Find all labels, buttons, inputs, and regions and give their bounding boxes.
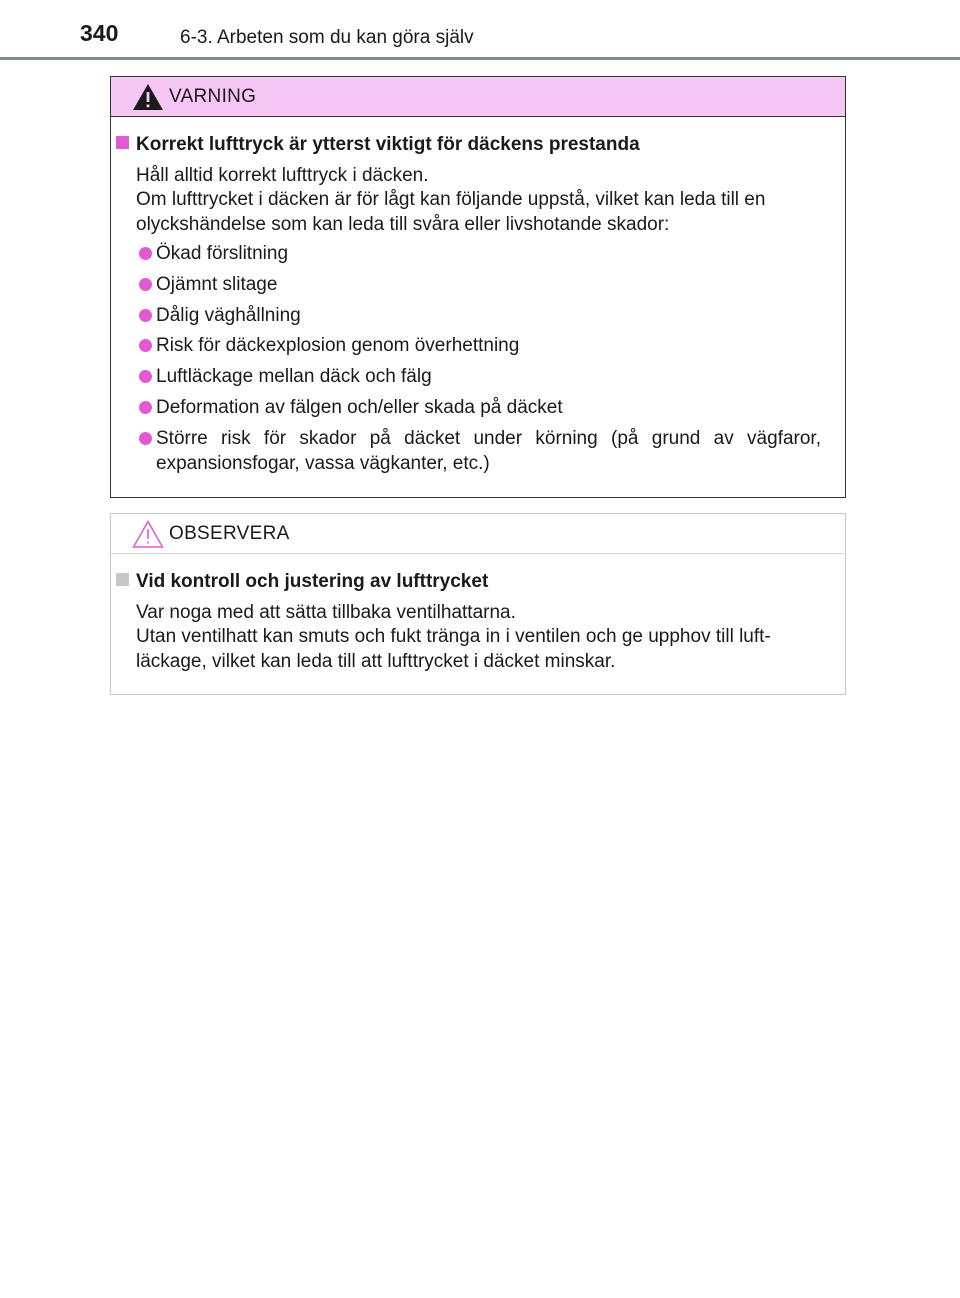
warning-bullet: Ökad förslitning (139, 241, 839, 266)
bullet-dot-icon (139, 370, 152, 383)
notice-paragraph-2: Utan ventilhatt kan smuts och fukt tränga in i ventilen och ge upphov till luft-läckage, vilket kan leda till att lufttrycket i däcket minskar. (136, 626, 771, 672)
square-bullet-icon (116, 136, 129, 149)
bullet-dot-icon (139, 401, 152, 414)
bullet-dot-icon (139, 247, 152, 260)
notice-paragraph-1: Var noga med att sätta tillbaka ventilhattarna. (136, 602, 516, 623)
warning-bullet: Luftläckage mellan däck och fälg (139, 364, 839, 389)
bullet-dot-icon (139, 339, 152, 352)
bullet-dot-icon (139, 278, 152, 291)
warning-paragraph-2: Om lufttrycket i däcken är för lågt kan följande uppstå, vilket kan leda till en olyckshändelse som kan leda till svåra eller livshotande skador: (136, 189, 766, 235)
warning-label: VARNING (169, 86, 257, 107)
page-header (0, 0, 960, 62)
warning-header (111, 77, 845, 117)
header-divider (0, 57, 960, 60)
notice-header (111, 514, 845, 554)
notice-label: OBSERVERA (169, 523, 290, 544)
warning-triangle-icon (131, 82, 165, 112)
warning-bullet: Risk för däckexplosion genom överhettning (139, 333, 839, 358)
notice-box (110, 513, 846, 695)
warning-bullet: Dålig väghållning (139, 303, 839, 328)
bullet-dot-icon (139, 432, 152, 445)
warning-item-title: Korrekt lufttryck är ytterst viktigt för däckens prestanda (116, 134, 640, 156)
notice-item-title: Vid kontroll och justering av lufttrycket (116, 571, 488, 593)
warning-paragraph-1: Håll alltid korrekt lufttryck i däcken. (136, 165, 429, 186)
warning-bullet: Ojämnt slitage (139, 272, 839, 297)
bullet-dot-icon (139, 309, 152, 322)
warning-box (110, 76, 846, 498)
caution-triangle-outline-icon (131, 519, 165, 549)
section-title: 6-3. Arbeten som du kan göra själv (180, 27, 474, 48)
warning-bullet: Deformation av fälgen och/eller skada på däcket (139, 395, 839, 420)
square-bullet-icon (116, 573, 129, 586)
page-number: 340 (80, 20, 119, 46)
warning-bullet: Större risk för skador på däcket under körning (på grund av vägfaror, expansionsfogar, vassa vägkanter, etc.) (139, 426, 821, 476)
